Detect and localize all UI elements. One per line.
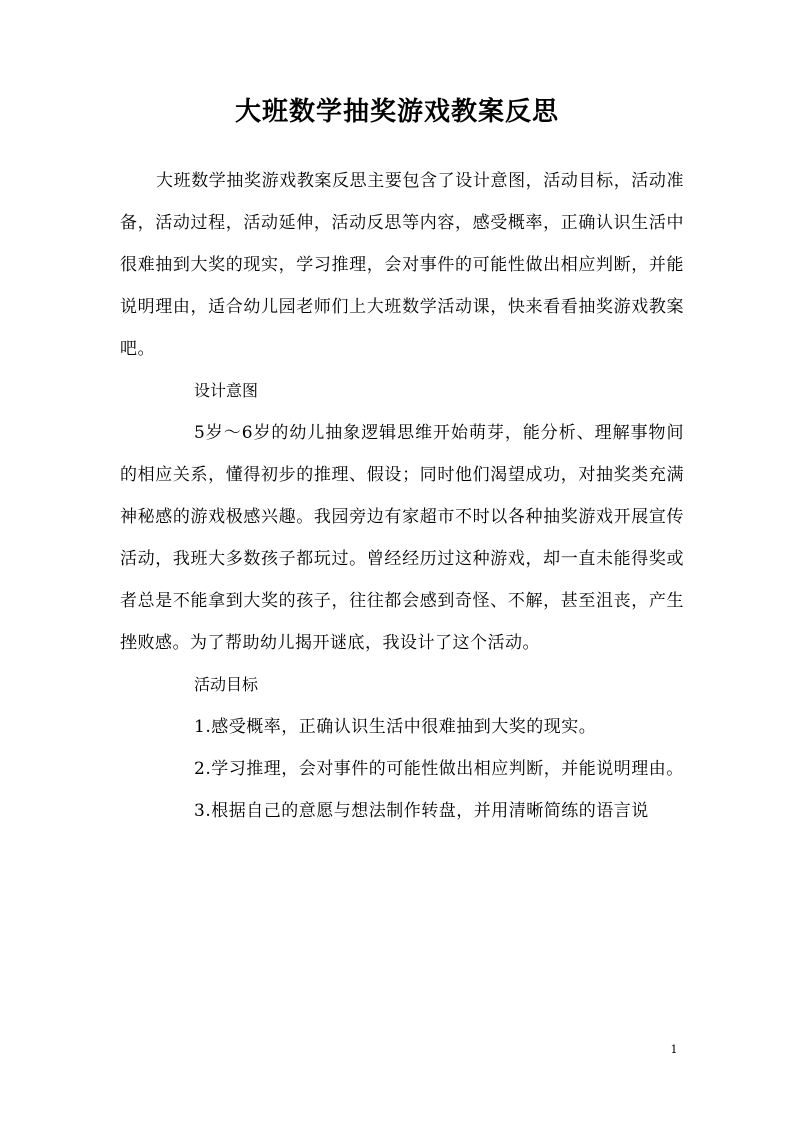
section-heading-activity-goals: 活动目标: [194, 675, 259, 694]
document-title: 大班数学抽奖游戏教案反思: [234, 97, 559, 127]
design-intent-paragraph: 5岁～6岁的幼儿抽象逻辑思维开始萌芽，能分析、理解事物间的相应关系，懂得初步的推理、假设；同时他们渴望成功，对抽奖类充满神秘感的游戏极感兴趣。我园旁边有家超市不时以各种抽奖游戏开展宣传活动，我班大多数孩子都玩过。曾经经历过这种游戏，却一直未能得奖或者总是不能拿到大奖的孩子，往往都会感到奇怪、不解，甚至沮丧，产生挫败感。为了帮助幼儿揭开谜底，我设计了这个活动。: [120, 423, 684, 653]
section-heading-design-intent: 设计意图: [194, 381, 259, 400]
goal-item-3: 3.根据自己的意愿与想法制作转盘，并用清晰简练的语言说: [194, 801, 649, 821]
goal-item-1: 1.感受概率，正确认识生活中很难抽到大奖的现实。: [194, 717, 597, 737]
document-body: [120, 160, 684, 832]
intro-paragraph: 大班数学抽奖游戏教案反思主要包含了设计意图，活动目标，活动准备，活动过程，活动延伸，活动反思等内容，感受概率，正确认识生活中很难抽到大奖的现实，学习推理，会对事件的可能性做出相应判断，并能说明理由，适合幼儿园老师们上大班数学活动课，快来看看抽奖游戏教案吧。: [120, 171, 684, 359]
page-number: 1: [670, 1043, 678, 1056]
goal-item-2: 2.学习推理，会对事件的可能性做出相应判断，并能说明理由。: [194, 759, 684, 779]
